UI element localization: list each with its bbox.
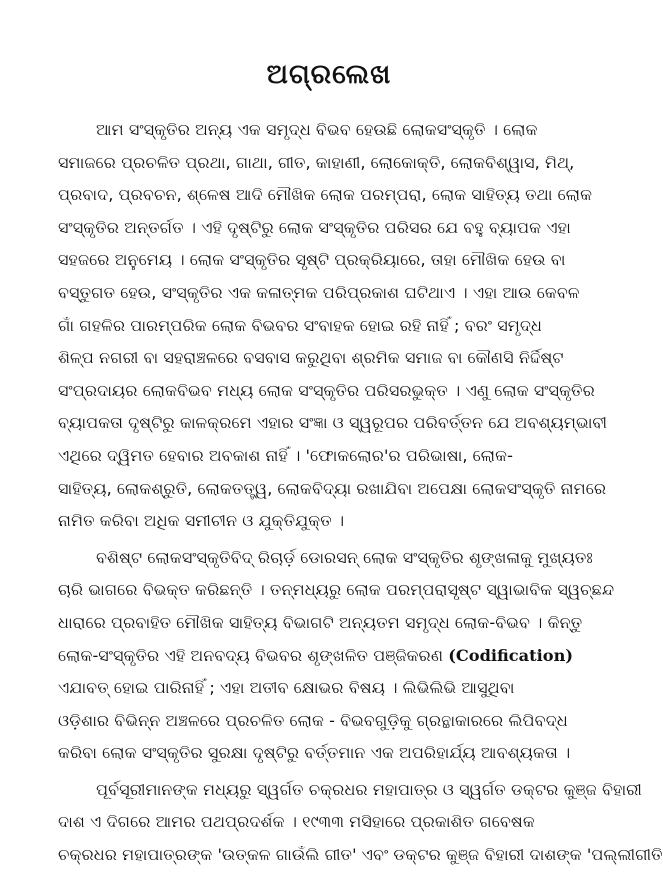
text-line: ସଂସ୍କୃତିର ଅନ୍ତର୍ଗତ । ଏହି ଦୃଷ୍ଟିରୁ ଲୋକ ସଂସ୍କୃତିର ପରିସର ଯେ ବହୁ ବ୍ୟାପକ ଏହା (58, 217, 571, 237)
text-line: ପୂର୍ବସୂରୀମାନଙ୍କ ମଧ୍ୟରୁ ସ୍ୱର୍ଗତ ଚକ୍ରଧର ମହାପାତ୍ର ଓ ସ୍ୱର୍ଗତ ଡକ୍ଟର କୁଞ୍ଜ ବିହାରୀ (96, 779, 642, 799)
text-line: ଦାଶ ଏ ଦିଗରେ ଆମର ପଥପ୍ରଦର୍ଶକ । ୧୯୩୩ ମସିହାରେ ପ୍ରକାଶିତ ଗବେଷକ (58, 812, 535, 832)
text-line: ବଶିଷ୍ଟ ଲୋକସଂସ୍କୃତିବିଦ୍ ରିଚାର୍ଡ଼ ଡୋରସନ୍ ଲୋକ ସଂସ୍କୃତିର ଶୃଙ୍ଖଳାକୁ ମୁଖ୍ୟତଃ (96, 547, 593, 567)
text-line: ସଂପ୍ରଦାୟର ଲୋକବିଭବ ମଧ୍ୟ ଲୋକ ସଂସ୍କୃତିର ପରିସରଭୁକ୍ତ । ଏଣୁ ଲୋକ ସଂସ୍କୃତିର (58, 380, 595, 400)
text-line: ଚାରି ଭାଗରେ ବିଭକ୍ତ କରିଛନ୍ତି । ତନ୍ମଧ୍ୟରୁ ଲୋକ ପରମ୍ପରାସୃଷ୍ଟ ସ୍ୱାଭାବିକ ସ୍ୱଚ୍ଛନ୍ଦ (58, 580, 615, 600)
text-line: ଓଡ଼ିଶାର ବିଭିନ୍ନ ଅଞ୍ଚଳରେ ପ୍ରଚଳିତ ଲୋକ - ବିଭବଗୁଡ଼ିକୁ ଗ୍ରନ୍ଥାକାରରେ ଲିପିବଦ୍ଧ (58, 710, 568, 730)
text-line: ଶିଳ୍ପ ନଗରୀ ବା ସହରାଞ୍ଚଳରେ ବସବାସ କରୁଥିବା ଶ୍ରମିକ ସମାଜ ବା କୌଣସି ନିର୍ଦ୍ଦିଷ୍ଟ (58, 348, 564, 368)
text-line: ପ୍ରବାଦ, ପ୍ରବଚନ, ଶ୍ଳେଷ ଆଦି ମୌଖିକ ଲୋକ ପରମ୍ପରା, ଲୋକ ସାହିତ୍ୟ ତଥା ଲୋକ (58, 185, 593, 205)
text-line: ନାମିତ କରିବା ଅଧିକ ସମୀଚୀନ ଓ ଯୁକ୍ତିଯୁକ୍ତ । (58, 511, 345, 531)
paragraph-2 (58, 542, 615, 770)
text-line: ବସ୍ତୁଗତ ହେଉ, ସଂସ୍କୃତିର ଏକ କଳାତ୍ମକ ପରିପ୍ରକାଶ ଘଟିଥାଏ । ଏହା ଆଉ କେବଳ (58, 282, 580, 302)
text-line: ଗାଁ ଗହଳିର ପାରମ୍ପରିକ ଲୋକ ବିଭବର ସଂବାହକ ହୋଇ ରହି ନାହିଁ ; ବରଂ ସମୃଦ୍ଧ (58, 315, 542, 335)
text-line: ସାହିତ୍ୟ, ଲୋକଶ୍ରୁତି, ଲୋକତତ୍ତ୍ୱ, ଲୋକବିଦ୍ୟା ରଖାଯିବା ଅପେକ୍ଷା ଲୋକସଂସ୍କୃତି ନାମରେ (58, 478, 607, 498)
text-line-codification (58, 640, 574, 673)
text-line: ବ୍ୟାପକତା ଦୃଷ୍ଟିରୁ କାଳକ୍ରମେ ଏହାର ସଂଜ୍ଞା ଓ ସ୍ୱରୂପର ପରିବର୍ତ୍ତନ ଯେ ଅବଶ୍ୟମ୍ଭାବୀ (58, 413, 607, 433)
text-line: କରିବା ଲୋକ ସଂସ୍କୃତିର ସୁରକ୍ଷା ଦୃଷ୍ଟିରୁ ବର୍ତ୍ତମାନ ଏକ ଅପରିହାର୍ଯ୍ୟ ଆବଶ୍ୟକତା । (58, 743, 571, 763)
text-line: ସହଜରେ ଅନୁମେୟ । ଲୋକ ସଂସ୍କୃତିର ସୃଷ୍ଟି ପ୍ରକ୍ରିୟାରେ, ତାହା ମୌଖିକ ହେଉ ବା (58, 250, 566, 270)
text-line: ଧାରାରେ ପ୍ରବାହିତ ମୌଖିକ ସାହିତ୍ୟ ବିଭାଗଟି ଅନ୍ୟତମ ସମୃଦ୍ଧ ଲୋକ-ବିଭବ । କିନ୍ତୁ (58, 612, 583, 632)
document-title: ଅଗ୍ରଲେଖ (266, 59, 392, 90)
text-line: ଆମ ସଂସ୍କୃତିର ଅନ୍ୟ ଏକ ସମୃଦ୍ଧ ବିଭବ ହେଉଛି ଲୋକସଂସ୍କୃତି । ଲୋକ (96, 120, 538, 139)
codification-term: (Codification) (448, 645, 574, 665)
text-line: ଏଥିରେ ଦ୍ୱିମତ ହେବାର ଅବକାଶ ନାହିଁ । 'ଫୋକଲୋର'ର ପରିଭାଷା, ଲୋକ- (58, 445, 513, 465)
paragraph-1 (58, 114, 607, 538)
text-line: ଏଯାବତ୍ ହୋଇ ପାରିନାହିଁ ; ଏହା ଅତୀବ କ୍ଷୋଭର ବିଷୟ । ଲିଭିଲିଭି ଆସୁଥିବା (58, 678, 515, 698)
paragraph-3 (58, 774, 663, 872)
text-line: ଚକ୍ରଧର ମହାପାତ୍ରଙ୍କ 'ଉତ୍କଳ ଗାଉଁଲି ଗୀତ' ଏବଂ ଡକ୍ଟର କୁଞ୍ଜ ବିହାରୀ ଦାଶଙ୍କ 'ପଲ୍ଲୀଗୀତି (58, 845, 663, 865)
text-segment: ଲୋକ-ସଂସ୍କୃତିର ଏହି ଅନବଦ୍ୟ ବିଭବର ଶୃଙ୍ଖଳିତ ପଞ୍ଜିକରଣ (58, 645, 444, 665)
text-line: ସମାଜରେ ପ୍ରଚଳିତ ପ୍ରଥା, ଗାଥା, ଗୀତ, କାହାଣୀ, ଲୋକୋକ୍ତି, ଲୋକବିଶ୍ୱାସ, ମିଥ୍, (58, 152, 575, 172)
